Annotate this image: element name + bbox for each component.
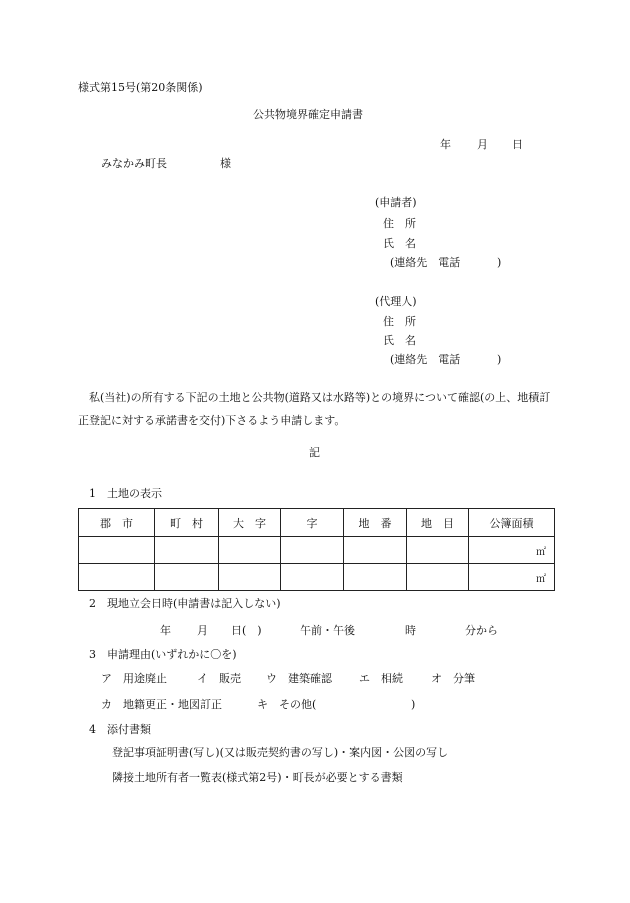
cell-area[interactable]: ㎡ — [469, 537, 555, 564]
date-month-label: 月 — [477, 138, 488, 151]
meeting-ampm: 午前・午後 — [300, 624, 355, 637]
col-chouson: 町 村 — [155, 509, 219, 537]
agent-name-label: 氏 名 — [383, 334, 416, 347]
reason-i[interactable]: イ 販売 — [197, 672, 241, 685]
agent-address-label: 住 所 — [383, 315, 416, 328]
page-title: 公共物境界確定申請書 — [253, 108, 363, 121]
cell-chiban[interactable] — [344, 564, 407, 591]
reason-a[interactable]: ア 用途廃止 — [101, 672, 167, 685]
col-chiban: 地 番 — [344, 509, 407, 537]
meeting-minute-label: 分から — [465, 624, 498, 637]
table-row — [79, 537, 555, 564]
reason-e[interactable]: エ 相続 — [359, 672, 403, 685]
cell-chimoku[interactable] — [407, 564, 469, 591]
col-chimoku: 地 目 — [407, 509, 469, 537]
addressee-name: みなかみ町長 — [101, 157, 167, 170]
cell-gunshi[interactable] — [79, 537, 155, 564]
section1-label: 1 土地の表示 — [89, 487, 162, 500]
col-gunshi: 郡 市 — [79, 509, 155, 537]
applicant-address-label: 住 所 — [383, 217, 416, 230]
applicant-heading: (申請者) — [375, 196, 417, 209]
date-day-label: 日 — [512, 138, 523, 151]
meeting-day-label: 日( ) — [231, 624, 262, 637]
attachments-line1: 登記事項証明書(写し)(又は販売契約書の写し)・案内図・公図の写し — [112, 746, 449, 759]
cell-gunshi[interactable] — [79, 564, 155, 591]
form-number: 様式第15号(第20条関係) — [78, 81, 203, 94]
col-koubo-menseki: 公簿面積 — [469, 509, 555, 537]
cell-chimoku[interactable] — [407, 537, 469, 564]
col-ooaza: 大 字 — [219, 509, 281, 537]
date-year-label: 年 — [440, 138, 451, 151]
section2-label: 2 現地立会日時(申請書は記入しない) — [89, 597, 281, 610]
applicant-contact-close: ) — [497, 256, 502, 269]
body-text: 私(当社)の所有する下記の土地と公共物(道路又は水路等)との境界について確認(の上、地積訂正登記に対する承諾書を交付)下さるよう申請します。 — [78, 391, 551, 427]
reason-o[interactable]: オ 分筆 — [431, 672, 475, 685]
ki-heading: 記 — [309, 446, 320, 459]
cell-chouson[interactable] — [155, 537, 219, 564]
meeting-year-label: 年 — [160, 624, 171, 637]
applicant-contact-label: (連絡先 電話 — [390, 256, 461, 269]
reason-u[interactable]: ウ 建築確認 — [266, 672, 332, 685]
agent-contact-label: (連絡先 電話 — [390, 353, 461, 366]
table-row — [79, 564, 555, 591]
col-aza: 字 — [281, 509, 344, 537]
cell-area[interactable]: ㎡ — [469, 564, 555, 591]
section4-label: 4 添付書類 — [89, 723, 151, 736]
cell-ooaza[interactable] — [219, 564, 281, 591]
meeting-month-label: 月 — [197, 624, 208, 637]
addressee-suffix: 様 — [220, 157, 231, 170]
meeting-hour-label: 時 — [405, 624, 416, 637]
attachments-line2: 隣接土地所有者一覧表(様式第2号)・町長が必要とする書類 — [112, 771, 403, 784]
land-table — [78, 508, 555, 591]
agent-contact-close: ) — [497, 353, 502, 366]
applicant-name-label: 氏 名 — [383, 237, 416, 250]
cell-aza[interactable] — [281, 564, 344, 591]
cell-ooaza[interactable] — [219, 537, 281, 564]
land-table-header — [79, 509, 555, 537]
cell-aza[interactable] — [281, 537, 344, 564]
reason-ki-close: ) — [411, 698, 416, 711]
cell-chouson[interactable] — [155, 564, 219, 591]
section3-label: 3 申請理由(いずれかに〇を) — [89, 648, 237, 661]
agent-heading: (代理人) — [375, 295, 417, 308]
reason-ka[interactable]: カ 地籍更正・地図訂正 — [101, 698, 222, 711]
reason-ki[interactable]: キ その他( — [257, 698, 317, 711]
cell-chiban[interactable] — [344, 537, 407, 564]
